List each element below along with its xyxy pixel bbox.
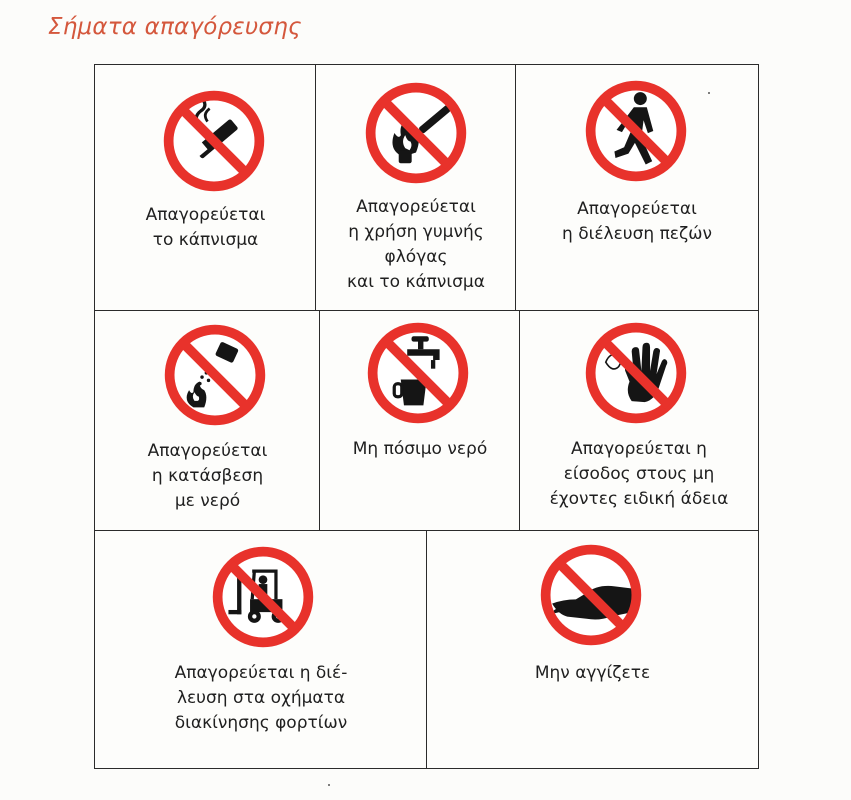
no-open-flame-icon [362, 79, 470, 187]
no-pedestrians-icon [582, 77, 690, 185]
signs-table [94, 64, 759, 769]
sign-label: Απαγορεύεται η είσοδος στους μη έχοντες ειδική άδεια [549, 439, 729, 509]
sign-label: Απαγορεύεται το κάπνισμα [145, 205, 266, 250]
no-smoking-icon [160, 87, 268, 195]
sign-label: Απαγορεύεται η διέλευση πεζών [562, 199, 712, 244]
sign-label: Απαγορεύεται η χρήση γυμνής φλόγας και το κάπνισμα [347, 197, 485, 292]
sign-label: Απαγορεύεται η διέ- λευση στα οχήματα διακίνησης φορτίων [174, 663, 348, 733]
sign-cell-no-unauthorized-entry [519, 310, 759, 532]
not-drinking-water-icon [364, 319, 472, 427]
sign-cell-no-water-extinguishing [94, 310, 321, 532]
sign-label: Μη πόσιμο νερό [352, 439, 488, 459]
no-forklifts-icon [209, 543, 317, 651]
sign-cell-not-drinking-water [319, 310, 521, 532]
sign-cell-do-not-touch [426, 530, 759, 769]
sign-cell-no-open-flame [315, 64, 517, 312]
sign-cell-no-smoking [94, 64, 317, 312]
do-not-touch-icon [537, 541, 645, 649]
scan-speck [328, 784, 330, 786]
no-water-extinguishing-icon [161, 321, 269, 429]
scan-speck [708, 92, 710, 94]
page-title: Σήματα απαγόρευσης [48, 14, 302, 40]
sign-label: Απαγορεύεται η κατάσβεση με νερό [147, 441, 268, 511]
sign-cell-no-pedestrians [515, 64, 759, 312]
sign-cell-no-forklifts [94, 530, 428, 769]
no-unauthorized-entry-icon [582, 319, 690, 427]
sign-label: Μην αγγίζετε [534, 663, 651, 683]
